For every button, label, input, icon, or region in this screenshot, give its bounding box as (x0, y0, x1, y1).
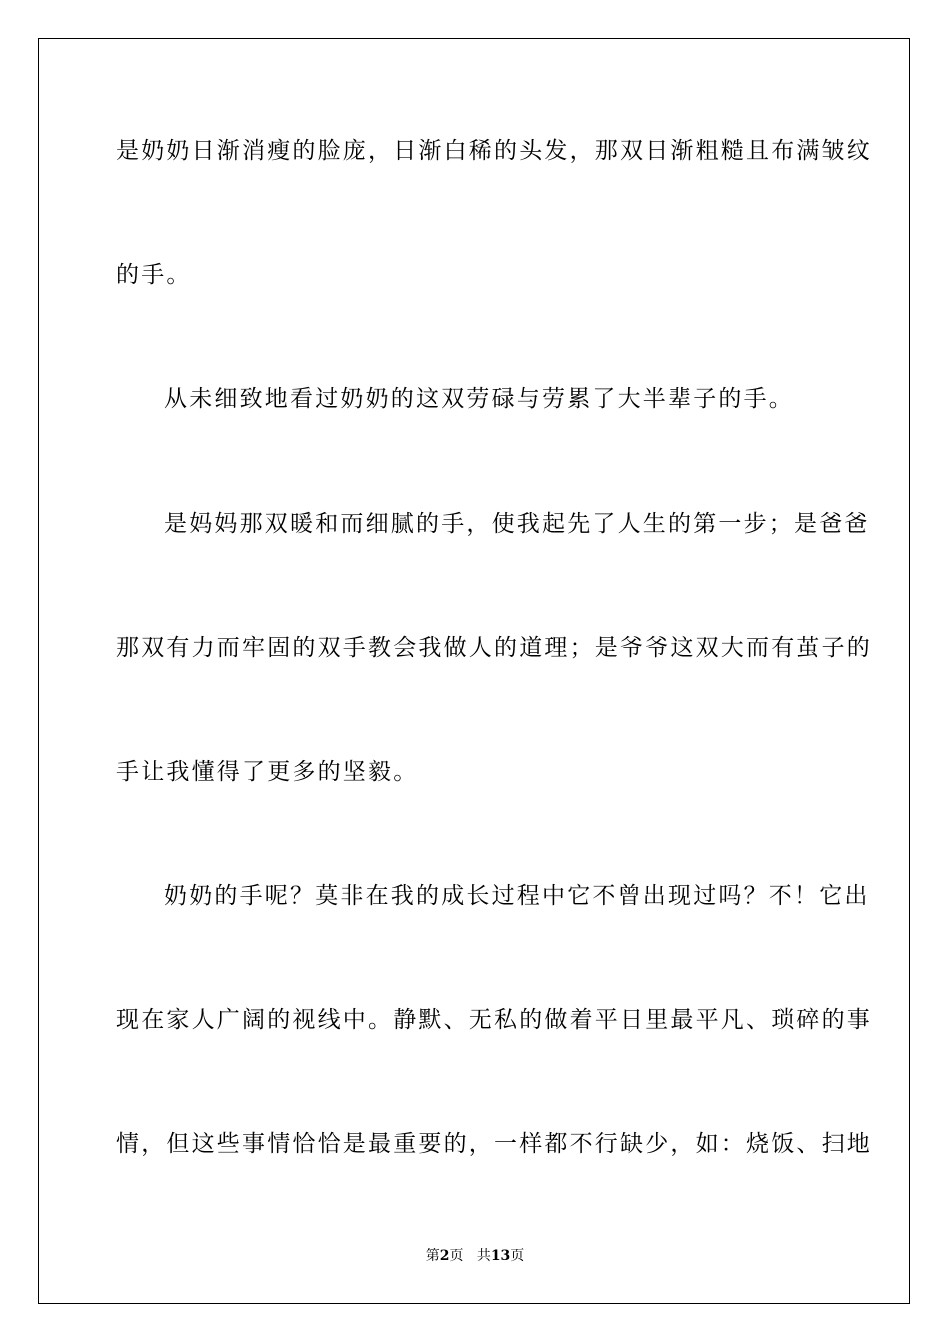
footer-page-prefix: 第 (425, 1248, 440, 1264)
footer-page-suffix: 页 (449, 1248, 464, 1264)
text-line-9: 情，但这些事情恰恰是最重要的，一样都不行缺少，如：烧饭、扫地 (116, 1131, 872, 1157)
footer-total-prefix: 共 (476, 1248, 491, 1264)
text-line-6: 手让我懂得了更多的坚毅。 (116, 759, 419, 785)
footer-total-suffix: 页 (510, 1248, 525, 1264)
page-footer (0, 1247, 950, 1265)
page-border (38, 38, 910, 1304)
text-line-1: 是奶奶日渐消瘦的脸庞，日渐白稀的头发，那双日渐粗糙且布满皱纹 (116, 138, 872, 164)
text-line-4: 是妈妈那双暖和而细腻的手，使我起先了人生的第一步；是爸爸 (164, 511, 870, 537)
text-line-5: 那双有力而牢固的双手教会我做人的道理；是爷爷这双大而有茧子的 (116, 635, 872, 661)
text-line-3: 从未细致地看过奶奶的这双劳碌与劳累了大半辈子的手。 (164, 386, 794, 412)
text-line-7: 奶奶的手呢？莫非在我的成长过程中它不曾出现过吗？不！它出 (164, 883, 870, 909)
text-line-2: 的手。 (116, 262, 192, 288)
footer-page-total: 13 (490, 1248, 511, 1264)
footer-page-current: 2 (439, 1248, 450, 1264)
text-line-8: 现在家人广阔的视线中。静默、无私的做着平日里最平凡、琐碎的事 (116, 1007, 872, 1033)
